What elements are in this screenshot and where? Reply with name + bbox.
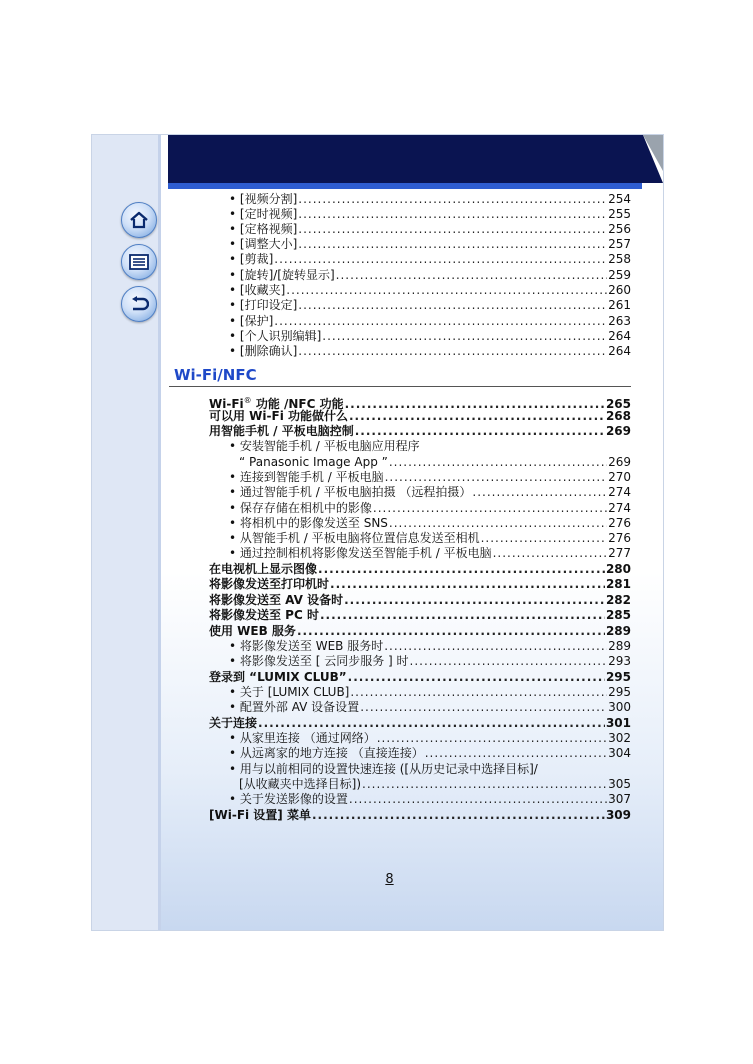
leader-dots [377,731,607,746]
leader-dots [312,808,605,823]
section-divider [169,386,631,387]
toc-entry-page: 307 [608,792,631,806]
toc-entry-page: 281 [605,577,631,591]
toc-entry[interactable] [239,777,631,792]
toc-entry[interactable] [229,501,631,516]
toc-entry-page: 289 [608,639,631,653]
toc-entry-page: 269 [605,424,631,438]
toc-entry-page: 269 [608,455,631,469]
toc-entry-page: 280 [605,562,631,576]
toc-entry-page: 295 [608,685,631,699]
toc-entry[interactable] [229,700,631,715]
toc-entry-label: • 关于发送影像的设置 [229,792,348,806]
toc-entry-page: 254 [608,192,631,206]
toc-entry-label: • [打印设定] [229,298,298,312]
toc-entry[interactable] [229,222,631,237]
toc-entry-page: 264 [608,344,631,358]
leader-dots [360,700,607,715]
manual-page [91,134,664,931]
leader-dots [373,501,607,516]
toc-entry-label: • [视频分割] [229,192,298,206]
toc-entry[interactable] [229,252,631,267]
toc-entry-label: [Wi-Fi 设置] 菜单 [209,808,311,822]
toc-entry-page: 302 [608,731,631,745]
toc-entry-label: [从收藏夹中选择目标]) [239,777,362,791]
leader-dots [389,516,607,531]
leader-dots [258,716,605,731]
leader-dots [330,577,605,592]
toc-entry-page: 260 [608,283,631,297]
toc-main-entry[interactable] [209,608,631,623]
toc-entry[interactable] [229,207,631,222]
leader-dots [274,252,607,267]
toc-entry-label: • 关于 [LUMIX CLUB] [229,685,350,699]
toc-main-entry[interactable] [209,624,631,639]
toc-entry-page: 276 [608,531,631,545]
toc-entry-label: • [调整大小] [229,237,298,251]
toc-entry[interactable] [229,237,631,252]
toc-entry-page: 255 [608,207,631,221]
page-number: 8 [385,872,394,887]
leader-dots [472,485,607,500]
toc-entry[interactable] [229,268,631,283]
leader-dots [384,639,607,654]
toc-entry[interactable] [229,531,631,546]
toc-entry-label: • 保存存储在相机中的影像 [229,501,372,515]
toc-entry-label: • 连接到智能手机 / 平板电脑 [229,470,384,484]
toc-entry[interactable] [229,470,631,485]
leader-dots [336,268,607,283]
toc-entry-label: 使用 WEB 服务 [209,624,296,638]
leader-dots [385,470,608,485]
toc-entry[interactable] [229,546,631,561]
toc-entry-label: • [收藏夹] [229,283,286,297]
toc-entry-page: 268 [605,409,631,423]
toc-entry-page: 309 [605,808,631,822]
toc-entry-label: 关于连接 [209,716,258,730]
toc-entry-label: • [个人识别编辑] [229,329,322,343]
toc-main-entry[interactable] [209,716,631,731]
leader-dots [349,792,607,807]
toc-main-entry[interactable] [209,393,631,411]
toc-entry-label: “ Panasonic Image App ” [239,455,388,469]
toc-entry-label: • 通过控制相机将影像发送至智能手机 / 平板电脑 [229,546,492,560]
toc-main-entry[interactable] [209,562,631,577]
toc-entry-label: • 将影像发送至 WEB 服务时 [229,639,384,653]
toc-main-entry[interactable] [209,409,631,424]
leader-dots [274,314,607,329]
leader-dots [298,207,607,222]
toc-entry[interactable] [229,639,631,654]
leader-dots [350,685,607,700]
leader-dots [493,546,608,561]
toc-entry-label: 登录到 “LUMIX CLUB” [209,670,347,684]
toc-main-entry[interactable] [209,577,631,592]
toc-entry-page: 261 [608,298,631,312]
toc-entry-label: • [旋转]/[旋转显示] [229,268,335,282]
toc-entry-label: 用智能手机 / 平板电脑控制 [209,424,354,438]
toc-entry-page: 289 [605,624,631,638]
toc-entry[interactable] [229,314,631,329]
toc-entry-page: 265 [605,397,631,411]
leader-dots [355,424,605,439]
toc-entry-label: • [剪裁] [229,252,274,266]
toc-entry[interactable] [229,746,631,761]
toc-entry-label: • 从智能手机 / 平板电脑将位置信息发送至相机 [229,531,480,545]
toc-entry-label: • [保护] [229,314,274,328]
leader-dots [318,562,605,577]
toc-entry-label: 可以用 Wi-Fi 功能做什么 [209,409,348,423]
table-of-contents [92,135,663,930]
toc-entry-label: 将影像发送至打印机时 [209,577,330,591]
toc-entry-label[interactable]: • 用与以前相同的设置快速连接 ([从历史记录中选择目标]/ [229,762,538,776]
toc-entry[interactable] [229,731,631,746]
toc-main-entry[interactable] [209,808,631,823]
toc-entry-page: 304 [608,746,631,760]
toc-main-entry[interactable] [209,593,631,608]
leader-dots [298,298,607,313]
toc-entry-page: 274 [608,501,631,515]
toc-entry-label: • [删除确认] [229,344,298,358]
leader-dots [349,409,605,424]
toc-entry-label: • [定时视频] [229,207,298,221]
toc-entry[interactable] [229,792,631,807]
leader-dots [344,593,605,608]
toc-entry-label: 在电视机上显示图像 [209,562,318,576]
leader-dots [389,455,607,470]
toc-entry-label: • 将相机中的影像发送至 SNS [229,516,388,530]
section-heading: Wi-Fi/NFC [174,366,257,384]
toc-main-entry[interactable] [209,424,631,439]
toc-entry-page: 274 [608,485,631,499]
leader-dots [322,329,607,344]
toc-entry-label: 将影像发送至 AV 设备时 [209,593,344,607]
toc-entry-page: 295 [605,670,631,684]
leader-dots [298,344,607,359]
toc-entry[interactable] [229,516,631,531]
toc-entry-label: • 从家里连接 （通过网络） [229,731,376,745]
leader-dots [298,192,607,207]
leader-dots [425,746,607,761]
leader-dots [362,777,607,792]
toc-entry-label[interactable]: • 安装智能手机 / 平板电脑应用程序 [229,439,420,453]
toc-entry-label: • 从远离家的地方连接 （直接连接） [229,746,424,760]
toc-entry-page: 293 [608,654,631,668]
toc-entry-label: • 配置外部 AV 设备设置 [229,700,360,714]
toc-entry-page: 300 [608,700,631,714]
toc-entry-page: 259 [608,268,631,282]
leader-dots [298,237,607,252]
toc-entry-page: 282 [605,593,631,607]
toc-entry-page: 285 [605,608,631,622]
toc-entry[interactable] [229,685,631,700]
toc-entry[interactable] [229,485,631,500]
toc-entry-label: 将影像发送至 PC 时 [209,608,319,622]
leader-dots [286,283,607,298]
toc-entry-label: • [定格视频] [229,222,298,236]
toc-main-entry[interactable] [209,670,631,685]
leader-dots [348,670,605,685]
toc-entry-page: 270 [608,470,631,484]
toc-entry[interactable] [229,654,631,669]
toc-entry[interactable] [229,283,631,298]
toc-entry-page: 301 [605,716,631,730]
toc-entry[interactable] [239,455,631,470]
toc-entry-page: 277 [608,546,631,560]
toc-entry-page: 256 [608,222,631,236]
toc-entry-page: 258 [608,252,631,266]
toc-entry-page: 276 [608,516,631,530]
leader-dots [297,624,605,639]
toc-entry[interactable] [229,344,631,359]
toc-entry[interactable] [229,329,631,344]
leader-dots [298,222,607,237]
toc-entry-label: Wi-Fi® 功能 /NFC 功能 [209,396,344,411]
toc-entry-label: • 将影像发送至 [ 云同步服务 ] 时 [229,654,409,668]
toc-entry-page: 257 [608,237,631,251]
toc-entry-page: 264 [608,329,631,343]
leader-dots [320,608,605,623]
toc-entry[interactable] [229,298,631,313]
toc-entry-page: 263 [608,314,631,328]
toc-entry-label: • 通过智能手机 / 平板电脑拍摄 （远程拍摄） [229,485,472,499]
toc-entry-page: 305 [608,777,631,791]
toc-entry[interactable] [229,192,631,207]
leader-dots [481,531,608,546]
leader-dots [410,654,608,669]
